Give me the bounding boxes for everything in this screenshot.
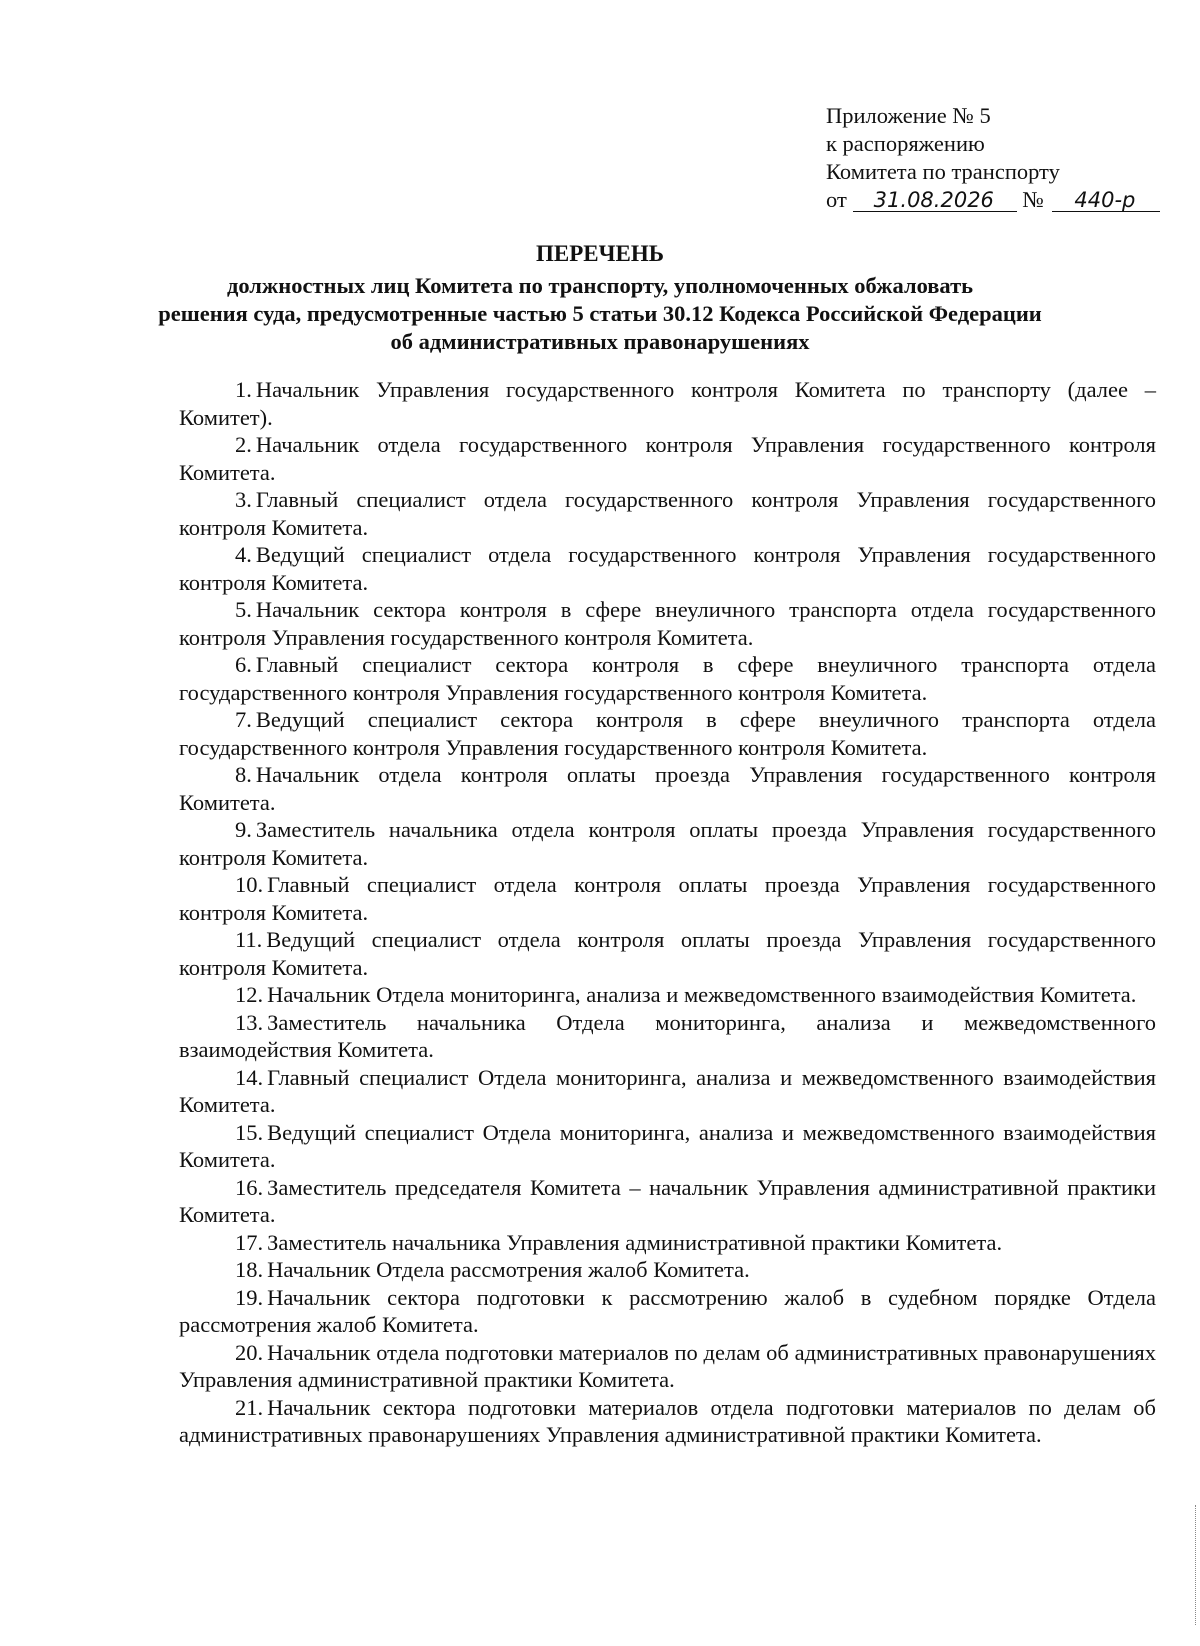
list-item-number: 16. <box>235 1174 264 1200</box>
title-main: ПЕРЕЧЕНЬ <box>536 241 664 266</box>
list-item <box>179 871 1156 926</box>
list-item <box>179 1009 1156 1064</box>
list-item <box>179 486 1156 541</box>
list-item <box>179 376 1156 431</box>
date-prefix: от <box>826 187 847 212</box>
list-item-text: Главный специалист Отдела мониторинга, анализа и межведомственного взаимодействия Комитета. <box>179 1064 1156 1117</box>
list-item <box>179 596 1156 651</box>
list-item-text: Главный специалист отдела контроля оплаты проезда Управления государственного контроля Комитета. <box>179 872 1156 925</box>
list-item <box>179 1064 1156 1119</box>
list-item-number: 11. <box>235 927 263 952</box>
list-item-number: 18. <box>235 1257 264 1282</box>
appendix-date-line <box>826 186 1160 214</box>
list-item <box>179 1119 1156 1174</box>
appendix-line-3: Комитета по транспорту <box>826 159 1060 184</box>
list-item-number: 14. <box>235 1064 264 1090</box>
list-item-text: Заместитель начальника Отдела мониторинга, анализа и межведомственного взаимодействия Комитета. <box>179 1009 1156 1062</box>
list-item <box>179 761 1156 816</box>
list-item-text: Ведущий специалист сектора контроля в сфере внеуличного транспорта отдела государственного контроля Управления государственного контроля Комитета. <box>179 707 1156 760</box>
list-item-text: Начальник сектора подготовки материалов отдела подготовки материалов по делам об административных правонарушениях Управления административной практики Комитета. <box>179 1394 1156 1447</box>
list-item <box>179 926 1156 981</box>
list-item-number: 12. <box>235 982 264 1007</box>
list-item-number: 8. <box>235 762 252 787</box>
list-item <box>179 1339 1156 1394</box>
list-item-text: Начальник Управления государственного контроля Комитета по транспорту (далее – Комитет). <box>179 377 1156 430</box>
list-item-text: Начальник Отдела мониторинга, анализа и межведомственного взаимодействия Комитета. <box>267 982 1137 1007</box>
list-item-text: Начальник сектора подготовки к рассмотрению жалоб в судебном порядке Отдела рассмотрения жалоб Комитета. <box>179 1284 1156 1337</box>
list-item <box>179 541 1156 596</box>
list-item <box>179 1229 1156 1257</box>
list-item-number: 6. <box>235 652 252 677</box>
list-item <box>179 706 1156 761</box>
list-item <box>179 1256 1156 1284</box>
list-item <box>179 651 1156 706</box>
list-item-number: 5. <box>235 597 252 622</box>
list-item <box>179 1284 1156 1339</box>
list-item-number: 4. <box>235 542 252 567</box>
list-item-text: Ведущий специалист отдела государственного контроля Управления государственного контроля Комитета. <box>179 542 1156 595</box>
list-item <box>179 816 1156 871</box>
list-item <box>179 981 1156 1009</box>
list-item-number: 20. <box>235 1339 264 1365</box>
list-item <box>179 431 1156 486</box>
list-item-text: Главный специалист отдела государственного контроля Управления государственного контроля Комитета. <box>179 487 1156 540</box>
list-item-text: Начальник Отдела рассмотрения жалоб Комитета. <box>267 1257 750 1282</box>
number-prefix: № <box>1022 187 1044 212</box>
list-item-text: Начальник отдела подготовки материалов по делам об административных правонарушениях Управления административной практики Комитета. <box>179 1339 1156 1392</box>
list-item-text: Ведущий специалист отдела контроля оплаты проезда Управления государственного контроля Комитета. <box>179 927 1156 980</box>
list-item-text: Заместитель председателя Комитета – начальник Управления административной практики Комитета. <box>179 1174 1156 1227</box>
appendix-line-1: Приложение № 5 <box>826 103 991 128</box>
handwritten-number: 440-р <box>1052 189 1160 212</box>
handwritten-date: 31.08.2026 <box>853 189 1017 212</box>
appendix-line-2: к распоряжению <box>826 131 985 156</box>
list-item-text: Ведущий специалист Отдела мониторинга, анализа и межведомственного взаимодействия Комитета. <box>179 1119 1156 1172</box>
scan-edge-mark <box>1194 1505 1196 1625</box>
list-item-number: 10. <box>235 872 264 897</box>
list-item-number: 19. <box>235 1284 264 1310</box>
list-item-number: 7. <box>235 707 252 732</box>
list-item-number: 9. <box>235 817 252 842</box>
list-item <box>179 1174 1156 1229</box>
list-item-number: 21. <box>235 1394 264 1420</box>
list-item-number: 17. <box>235 1229 264 1255</box>
title-line-3: об административных правонарушениях <box>390 329 810 354</box>
title-line-1: должностных лиц Комитета по транспорту, уполномоченных обжаловать <box>226 273 974 298</box>
officials-list <box>179 376 1156 1449</box>
list-item-number: 2. <box>235 432 252 457</box>
list-item-text: Заместитель начальника Управления административной практики Комитета. <box>267 1229 1003 1255</box>
title-line-2: решения суда, предусмотренные частью 5 статьи 30.12 Кодекса Российской Федерации <box>158 301 1042 326</box>
list-item-text: Начальник отдела государственного контроля Управления государственного контроля Комитета. <box>179 432 1156 485</box>
appendix-block <box>826 102 1160 214</box>
list-item-text: Начальник сектора контроля в сфере внеуличного транспорта отдела государственного контроля Управления государственного контроля Комитета. <box>179 597 1156 650</box>
list-item <box>179 1394 1156 1449</box>
list-item-text: Заместитель начальника отдела контроля оплаты проезда Управления государственного контроля Комитета. <box>179 817 1156 870</box>
list-item-text: Начальник отдела контроля оплаты проезда Управления государственного контроля Комитета. <box>179 762 1156 815</box>
list-item-number: 3. <box>235 487 252 512</box>
list-item-text: Главный специалист сектора контроля в сфере внеуличного транспорта отдела государственного контроля Управления государственного контроля Комитета. <box>179 652 1156 705</box>
document-title <box>0 240 1200 356</box>
list-item-number: 15. <box>235 1119 264 1145</box>
list-item-number: 1. <box>235 377 252 402</box>
list-item-number: 13. <box>235 1009 264 1035</box>
